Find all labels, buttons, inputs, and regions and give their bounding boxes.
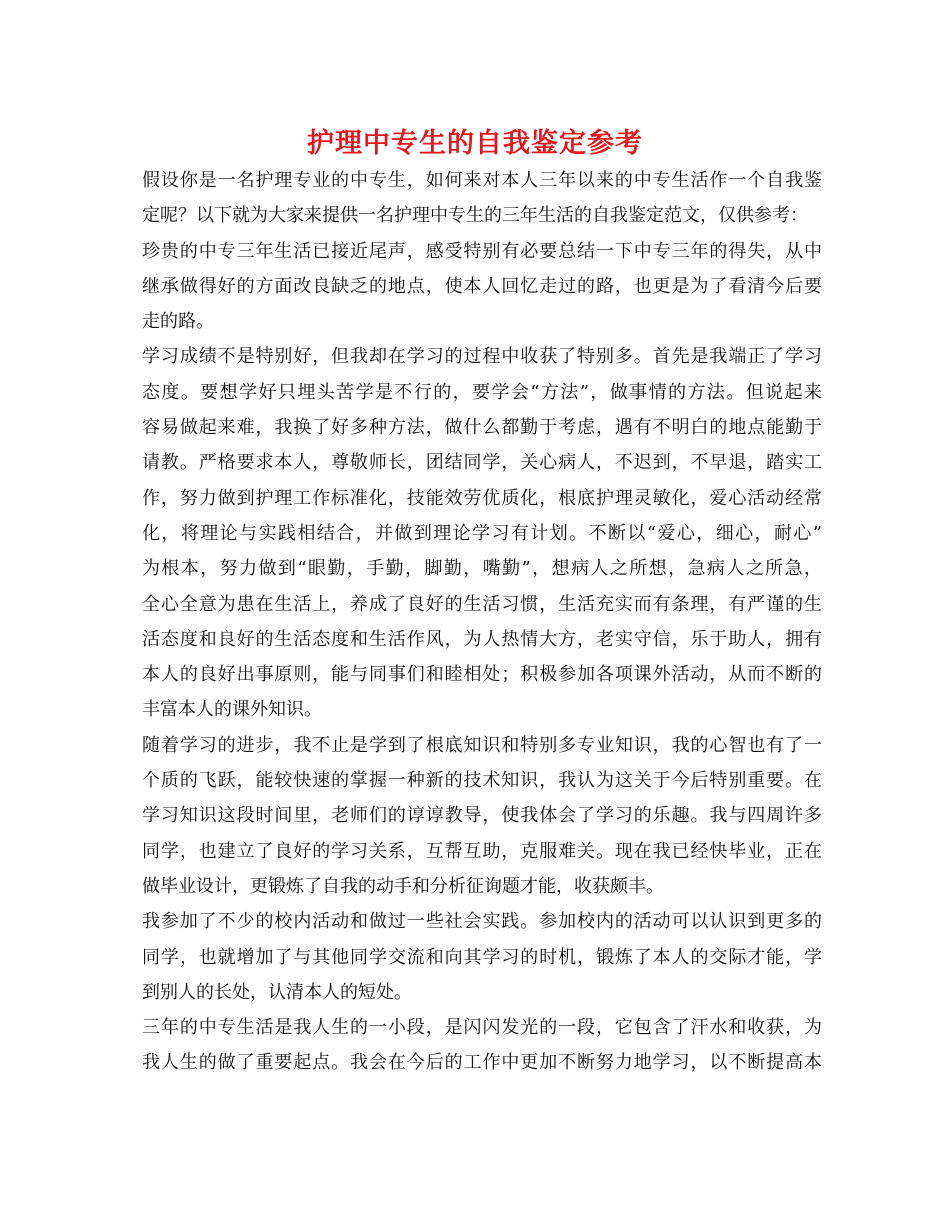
body-line: 做毕业设计，更锻炼了自我的动手和分析征询题才能，收获颇丰。 (142, 875, 664, 897)
body-line: 活态度和良好的生活态度和生活作风，为人热情大方，老实守信，乐于助人，拥有 (142, 628, 822, 650)
body-line: 为根本，努力做到“眼勤，手勤，脚勤，嘴勤”，想病人之所想，急病人之所急， (142, 558, 822, 580)
body-line: 假设你是一名护理专业的中专生，如何来对本人三年以来的中专生活作一个自我鉴 (142, 170, 822, 191)
body-line: 我人生的做了重要起点。我会在今后的工作中更加不断努力地学习，以不断提高本 (142, 1052, 822, 1074)
body-line: 学习成绩不是特别好，但我却在学习的过程中收获了特别多。首先是我端正了学习 (142, 346, 822, 368)
body-line: 继承做得好的方面改良缺乏的地点，使本人回忆走过的路，也更是为了看清今后要 (142, 275, 822, 297)
body-line: 学习知识这段时间里，老师们的谆谆教导，使我体会了学习的乐趣。我与四周许多 (142, 805, 822, 827)
body-line: 态度。要想学好只埋头苦学是不行的，要学会“方法”，做事情的方法。但说起来 (142, 381, 822, 403)
body-line: 随着学习的进步，我不止是学到了根底知识和特别多专业知识，我的心智也有了一 (142, 734, 822, 756)
body-line: 容易做起来难，我换了好多种方法，做什么都勤于考虑，遇有不明白的地点能勤于 (142, 417, 822, 439)
body-line: 丰富本人的课外知识。 (142, 699, 322, 721)
body-line: 到别人的长处，认清本人的短处。 (142, 981, 412, 1003)
body-line: 走的路。 (142, 311, 214, 333)
body-line: 定呢？以下就为大家来提供一名护理中专生的三年生活的自我鉴定范文，仅供参考： (142, 205, 808, 227)
body-line: 同学，也就增加了与其他同学交流和向其学习的时机，锻炼了本人的交际才能，学 (142, 946, 822, 968)
body-line: 全心全意为患在生活上，养成了良好的生活习惯，生活充实而有条理，有严谨的生 (142, 593, 822, 615)
body-line: 同学，也建立了良好的学习关系，互帮互助，克服难关。现在我已经快毕业，正在 (142, 840, 822, 862)
body-line: 请教。严格要求本人，尊敬师长，团结同学，关心病人，不迟到，不早退，踏实工 (142, 452, 822, 474)
body-line: 我参加了不少的校内活动和做过一些社会实践。参加校内的活动可以认识到更多的 (142, 911, 822, 933)
body-line: 珍贵的中专三年生活已接近尾声，感受特别有必要总结一下中专三年的得失，从中 (142, 240, 822, 262)
body-line: 作，努力做到护理工作标准化，技能效劳优质化，根底护理灵敏化，爱心活动经常 (142, 487, 822, 509)
body-line: 化，将理论与实践相结合，并做到理论学习有计划。不断以“爱心，细心，耐心” (142, 522, 822, 544)
body-line: 个质的飞跃，能较快速的掌握一种新的技术知识，我认为这关于今后特别重要。在 (142, 770, 822, 792)
body-line: 三年的中专生活是我人生的一小段，是闪闪发光的一段，它包含了汗水和收获，为 (142, 1017, 822, 1039)
document-body (142, 163, 822, 1081)
body-line: 本人的良好出事原则，能与同事们和睦相处；积极参加各项课外活动，从而不断的 (142, 664, 822, 686)
document-title: 护理中专生的自我鉴定参考 (307, 128, 643, 159)
